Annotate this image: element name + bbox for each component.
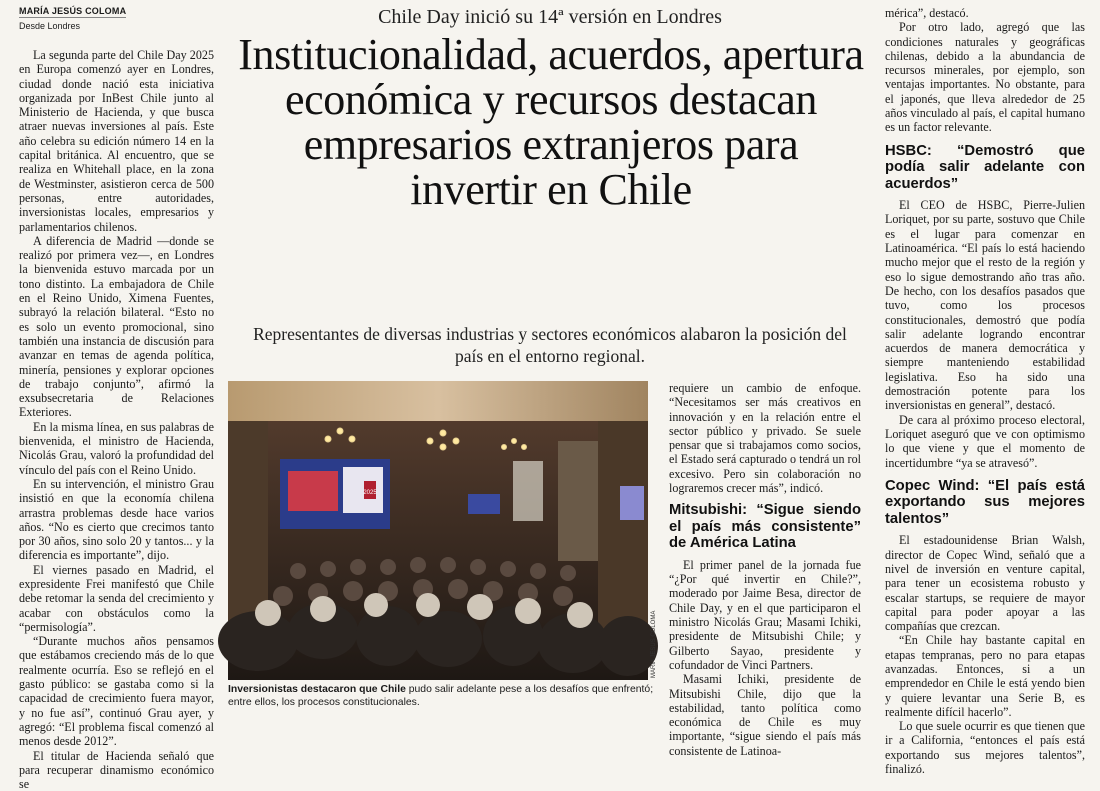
col1-paragraph: La segunda parte del Chile Day 2025 en Europa comenzó ayer en Londres, ciudad donde nació esta iniciativa organizada por InBest Chile junto al Ministerio de Hacienda, y que busca atraer nuevas inversiones al país. Este año celebra su edición número 14 en la capital británica. Al encuentro, que se realiza en Whitehall place, en la zona de Westminster, asistieron cerca de 500 personas, entre autoridades, inversionistas locales, empresarios y parlamentarios chilenos. — [19, 48, 214, 234]
column-4 — [885, 6, 1085, 777]
col4-paragraph: De cara al próximo proceso electoral, Loriquet aseguró que ve con optimismo lo que viene y que el momento de incertidumbre “ya se atravesó”. — [885, 412, 1085, 470]
col4-paragraph: “En Chile hay bastante capital en etapas tempranas, pero no para etapas avanzadas. Entonces, si a un emprendedor en Chile le está yendo bien y quiere levantar una Serie B, es realmente difícil hacerlo”. — [885, 633, 1085, 719]
column-3 — [669, 381, 861, 758]
col3-paragraph: Masami Ichiki, presidente de Mitsubishi Chile, dijo que la estabilidad, tanto política como económica de Chile es muy importante, “sigue siendo el país más consistente de Latinoa- — [669, 672, 861, 758]
col4-paragraph: El CEO de HSBC, Pierre-Julien Loriquet, por su parte, sostuvo que Chile es el lugar para comenzar en Latinoamérica. “El país lo está haciendo mucho mejor que el resto de la región y eso lo sigue demostrando año tras año. De hecho, con los desafíos pasados que tuvo, como los procesos constitucionales, demostró que podía salir adelante logrando encontrar acuerdos de manera democrática y siempre manteniendo estabilidad legislativa. Eso ha sido una demostración potente para los inversionistas en general”, destacó. — [885, 198, 1085, 413]
column-1 — [19, 48, 214, 791]
byline-location: Desde Londres — [19, 21, 81, 31]
photo-caption — [228, 683, 668, 709]
subhead-copec: Copec Wind: “El país está exportando sus mejores talentos” — [885, 477, 1085, 527]
col1-paragraph: El titular de Hacienda señaló que para recuperar dinamismo económico se — [19, 748, 214, 791]
col1-paragraph: A diferencia de Madrid —donde se realizó por primera vez—, en Londres la bienvenida estuvo marcada por un tono distinto. La embajadora de Chile en el Reino Unido, Ximena Fuentes, subrayó la relación bilateral. “Esto no es solo un evento promocional, sino también una instancia de discusión para avanzar en temas de agenda política, minería, pensiones y explorar opciones de trabajo conjunto”, afirmó la exsubsecretaria de Relaciones Exteriores. — [19, 233, 214, 420]
screen-text: 2025 — [363, 490, 377, 496]
conference-photo — [228, 381, 648, 680]
caption-text: pudo salir adelante pese a los desafíos que enfrentó; entre ellos, los procesos constitucionales. — [228, 684, 654, 708]
col4-paragraph: Por otro lado, agregó que las condiciones naturales y geográficas chilenas, debido a la abundancia de recursos minerales, por ejemplo, son ventajas importantes. No obstante, para el japonés, que lleva alrededor de 25 años vinculado al país, el capital humano es un factor relevante. — [885, 20, 1085, 135]
caption-bold: Inversionistas destacaron que Chile — [228, 684, 406, 695]
col1-paragraph: En su intervención, el ministro Grau insistió en que la economía chilena arrastra problemas desde hace varios años. “No es cierto que crecimos tanto por 30 años, sino solo 20 y tantos... y la diferencia es importante”, dijo. — [19, 476, 214, 563]
dek: Representantes de diversas industrias y sectores económicos alabaron la posición del país en el entorno regional. — [253, 324, 847, 366]
col4-paragraph: Lo que suele ocurrir es que tienen que ir a California, “entonces el país está exportando sus mejores talentos”, finalizó. — [885, 719, 1085, 777]
col3-intro: requiere un cambio de enfoque. “Necesitamos ser más creativos en innovación y en la relación entre el sector público y privado. Se suele pensar que si trabajamos como socios, el Estado será capturado o tendrá un rol excesivo. Pero sin colaboración no lograremos crecer más”, indicó. — [669, 381, 861, 496]
col4-intro: mérica”, destacó. — [885, 6, 969, 20]
conference-photo-illustration — [228, 381, 648, 680]
kicker: Chile Day inició su 14ª versión en Londres — [378, 6, 722, 28]
subhead-hsbc: HSBC: “Demostró que podía salir adelante con acuerdos” — [885, 142, 1085, 192]
col1-paragraph: El viernes pasado en Madrid, el expresidente Frei manifestó que Chile debe retomar la senda del crecimiento y acabar con obstáculos como la “permisología”. — [19, 562, 214, 634]
photo-credit: MARÍA JESÚS COLOMA — [651, 610, 657, 678]
byline-author: MARÍA JESÚS COLOMA — [19, 6, 127, 16]
subhead-mitsubishi: Mitsubishi: “Sigue siendo el país más consistente” de América Latina — [669, 502, 861, 552]
col4-paragraph: El estadounidense Brian Walsh, director de Copec Wind, señaló que a nivel de inversión en venture capital, para tener un ecosistema robusto y escalar startups, se requiere de mayor capital para poder apoyar a las compañías que crezcan. — [885, 533, 1085, 634]
col1-paragraph: “Durante muchos años pensamos que estábamos creciendo más de lo que realmente ocurría. Eso se reflejó en el gasto público: se gastaba como si la capacidad de crecimiento fuera mayor, y no fue así”, continuó Grau ayer, y agregó: “El problema fiscal comenzó al menos desde 2012”. — [19, 634, 214, 749]
headline: Institucionalidad, acuerdos, apertura económica y recursos destacan empresarios extranjeros para invertir en Chile — [238, 30, 864, 214]
col3-paragraph: El primer panel de la jornada fue “¿Por qué invertir en Chile?”, moderado por Jaime Besa, director de Chile Day, y en el que participaron el ministro Nicolás Grau; Masami Ichiki, presidente de Mitsubishi Chile; y Gilberto Sayao, presidente y cofundador de Vinci Partners. — [669, 557, 861, 672]
col1-paragraph: En la misma línea, en sus palabras de bienvenida, el ministro de Hacienda, Nicolás Grau, valoró la profundidad del vínculo del país con el Reino Unido. — [19, 419, 214, 477]
